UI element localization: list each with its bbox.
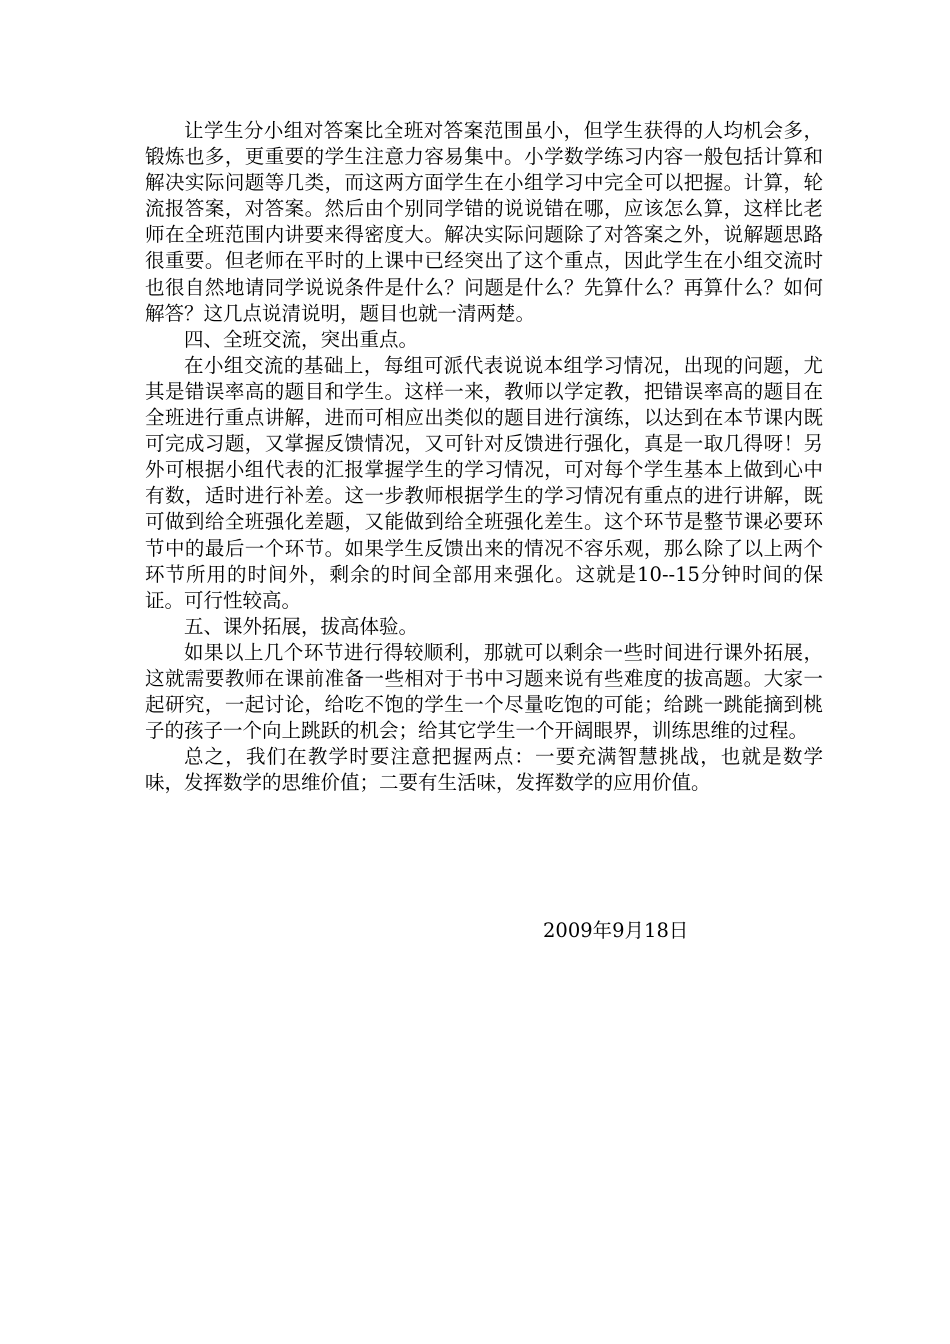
paragraph-conclusion: 总之，我们在教学时要注意把握两点：一要充满智慧挑战，也就是数学味，发挥数学的思维价值；二要有生活味，发挥数学的应用价值。 [145, 745, 823, 795]
heading-section-five: 五、课外拓展，拔高体验。 [184, 614, 419, 638]
document-date: 2009年9月18日 [543, 919, 689, 942]
paragraph-extension: 如果以上几个环节进行得较顺利，那就可以剩余一些时间进行课外拓展，这就需要教师在课前准备一些相对于书中习题来说有些难度的拔高题。大家一起研究，一起讨论，给吃不饱的学生一个尽量吃饱的可能；给跳一跳能摘到桃子的孩子一个向上跳跃的机会；给其它学生一个开阔眼界，训练思维的过程。 [145, 640, 823, 743]
heading-section-four: 四、全班交流，突出重点。 [184, 327, 419, 351]
paragraph-class-exchange: 在小组交流的基础上，每组可派代表说说本组学习情况，出现的问题，尤其是错误率高的题目和学生。这样一来，教师以学定教，把错误率高的题目在全班进行重点讲解，进而可相应出类似的题目进行演练，以达到在本节课内既可完成习题，又掌握反馈情况，又可针对反馈进行强化，真是一取几得呀！另外可根据小组代表的汇报掌握学生的学习情况，可对每个学生基本上做到心中有数，适时进行补差。这一步教师根据学生的学习情况有重点的进行讲解，既可做到给全班强化差题，又能做到给全班强化差生。这个环节是整节课必要环节中的最后一个环节。如果学生反馈出来的情况不容乐观，那么除了以上两个环节所用的时间外，剩余的时间全部用来强化。这就是10--15分钟时间的保证。可行性较高。 [145, 353, 823, 612]
paragraph-group-discussion: 让学生分小组对答案比全班对答案范围虽小，但学生获得的人均机会多，锻炼也多，更重要的学生注意力容易集中。小学数学练习内容一般包括计算和解决实际问题等几类，而这两方面学生在小组学习中完全可以把握。计算，轮流报答案，对答案。然后由个别同学错的说说错在哪，应该怎么算，这样比老师在全班范围内讲要来得密度大。解决实际问题除了对答案之外，说解题思路很重要。但老师在平时的上课中已经突出了这个重点，因此学生在小组交流时也很自然地请同学说说条件是什么？问题是什么？先算什么？再算什么？如何解答？这几点说清说明，题目也就一清两楚。 [145, 119, 823, 325]
document-body [145, 118, 823, 796]
